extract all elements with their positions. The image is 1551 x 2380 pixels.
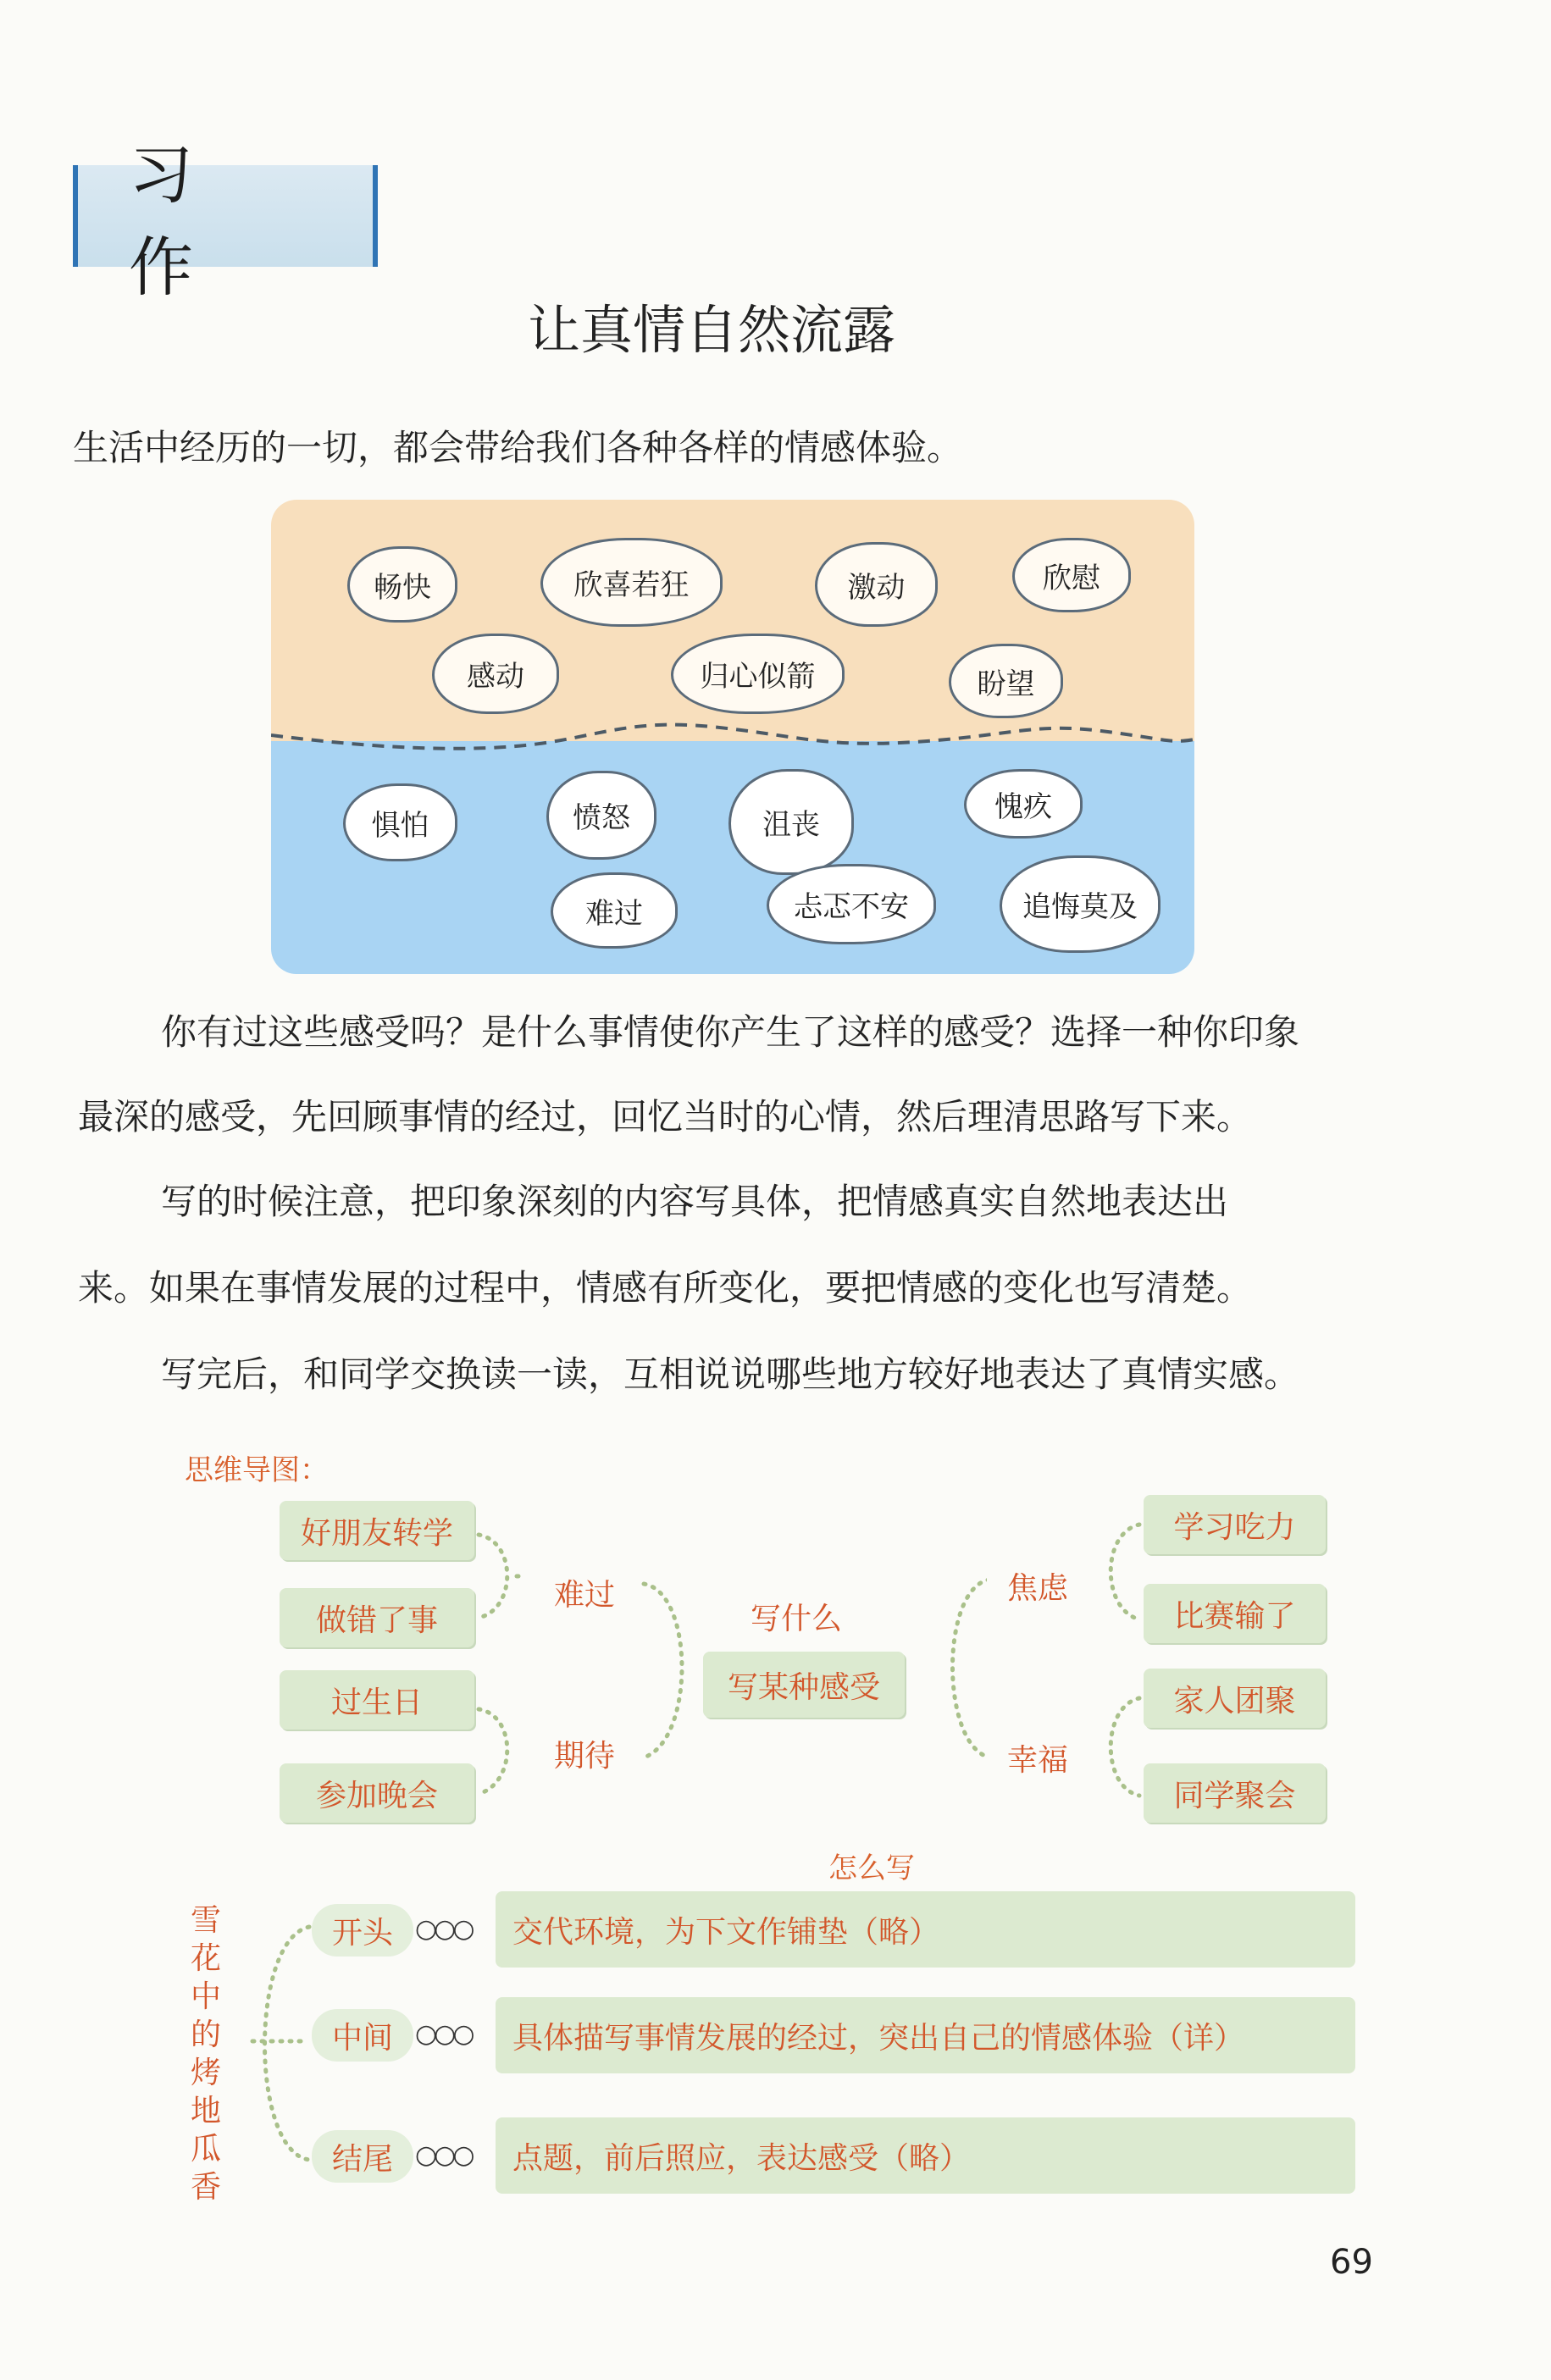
row-content: 具体描写事情发展的经过，突出自己的情感体验（详） <box>496 1997 1355 2073</box>
emotion-chip: 欣慰 <box>1012 538 1131 612</box>
emotion-chip: 畅快 <box>347 546 457 623</box>
section-heading: 习 作 <box>129 137 244 305</box>
mindmap-item: 参加晚会 <box>280 1763 474 1823</box>
emotion-chip: 愤怒 <box>546 771 656 860</box>
emotion-chip: 感动 <box>432 634 559 714</box>
mindmap-branch: 难过 <box>534 1567 635 1618</box>
connector-dots: ○○○ <box>415 1914 472 1944</box>
paragraph-line: 最深的感受，先回顾事情的经过，回忆当时的心情，然后理清思路写下来。 <box>78 1096 1253 1137</box>
mindmap-item: 过生日 <box>280 1670 474 1730</box>
emotion-chip: 难过 <box>551 872 678 949</box>
emotion-chip: 愧疚 <box>964 769 1083 839</box>
row-label: 中间 <box>312 2009 413 2062</box>
emotion-chip: 沮丧 <box>728 769 854 875</box>
mindmap-item: 家人团聚 <box>1144 1669 1326 1728</box>
mindmap-item: 做错了事 <box>280 1588 474 1647</box>
mindmap-item: 学习吃力 <box>1144 1495 1326 1554</box>
mindmap-item: 同学聚会 <box>1144 1763 1326 1823</box>
mindmap-branch: 幸福 <box>987 1732 1088 1783</box>
row-content: 交代环境，为下文作铺垫（略） <box>496 1891 1355 1968</box>
paragraph-line: 写完后，和同学交换读一读，互相说说哪些地方较好地表达了真情实感。 <box>161 1353 1300 1395</box>
page-title: 让真情自然流露 <box>527 299 895 361</box>
mindmap-center-box: 写某种感受 <box>703 1652 905 1718</box>
mindmap-item: 比赛输了 <box>1144 1584 1326 1643</box>
essay-title-vertical: 雪花中的烤地瓜香 <box>190 1903 221 2205</box>
connector-dots: ○○○ <box>415 2140 472 2170</box>
howto-title: 怎么写 <box>828 1851 915 1885</box>
paragraph-line: 写的时候注意，把印象深刻的内容写具体，把情感真实自然地表达出 <box>161 1181 1229 1222</box>
page-number: 69 <box>1330 2243 1373 2282</box>
emotion-chip: 惧怕 <box>343 783 457 861</box>
emotion-chip: 盼望 <box>949 644 1063 718</box>
dashed-wave-divider <box>271 710 1194 778</box>
connector-dots: ○○○ <box>415 2019 472 2049</box>
mindmap-branch: 焦虑 <box>987 1560 1088 1611</box>
emotion-chip: 追悔莫及 <box>1000 855 1160 953</box>
row-content: 点题，前后照应，表达感受（略） <box>496 2117 1355 2194</box>
emotion-board <box>271 500 1194 974</box>
mindmap-center-title: 写什么 <box>728 1592 864 1640</box>
emotion-chip: 激动 <box>815 542 938 627</box>
emotion-chip: 欣喜若狂 <box>540 538 723 627</box>
mindmap-item: 好朋友转学 <box>280 1501 474 1560</box>
paragraph-line: 来。如果在事情发展的过程中，情感有所变化，要把情感的变化也写清楚。 <box>78 1267 1253 1309</box>
emotion-chip: 归心似箭 <box>671 634 845 714</box>
mindmap-label: 思维导图： <box>185 1453 329 1487</box>
row-label: 结尾 <box>312 2130 413 2183</box>
section-heading-banner <box>73 137 378 305</box>
mindmap-branch: 期待 <box>534 1728 635 1779</box>
emotion-chip: 忐忑不安 <box>767 864 936 944</box>
row-label: 开头 <box>312 1904 413 1957</box>
intro-text: 生活中经历的一切，都会带给我们各种各样的情感体验。 <box>73 427 963 468</box>
paragraph-line: 你有过这些感受吗？是什么事情使你产生了这样的感受？选择一种你印象 <box>161 1011 1300 1053</box>
